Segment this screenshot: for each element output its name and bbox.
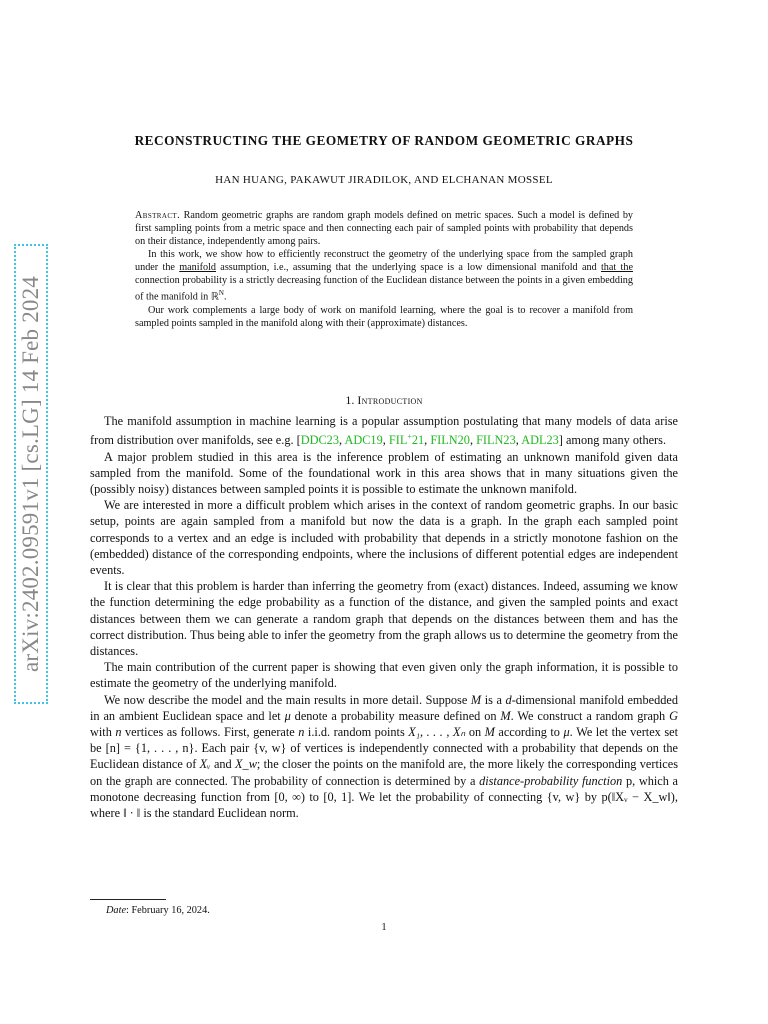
citation-link[interactable]: DDC23 (300, 433, 339, 448)
arxiv-id-text: arXiv:2402.09591v1 [cs.LG] 14 Feb 2024 (18, 276, 43, 672)
abstract-paragraph-3: Our work complements a large body of work on manifold learning, where the goal is to recover a manifold from sampled points sampled in the manifold along with their (approximate) distances. (135, 304, 633, 329)
abstract-paragraph-2: In this work, we show how to efficiently reconstruct the geometry of the underlying space from the sampled graph under the manifold assumption, i.e., assuming that the underlying space is a low dimensional manifold and that the connection probability is a strictly decreasing function of the Euclidean distance between the points in a given embedding of the manifold in ℝ$^N$. (135, 248, 633, 303)
arxiv-identifier-stamp[interactable] (14, 244, 48, 704)
page-number: 1 (381, 922, 387, 933)
section-heading-introduction: 1. Introduction (345, 393, 423, 407)
body-paragraph-2: A major problem studied in this area is the inference problem of estimating an unknown manifold given data sampled from the manifold. Some of the foundational work in this area shows that in many situations given the (possibly noisy) distances between sampled points it is possible to estimate the unknown manifold. (90, 449, 678, 496)
abstract (135, 210, 633, 331)
paper-authors: HAN HUANG, PAKAWUT JIRADILOK, AND ELCHANAN MOSSEL (215, 174, 553, 186)
body-paragraph-4: It is clear that this problem is harder than inferring the geometry from (exact) distances. Indeed, assuming we know the function determining the edge probability as a function of the distance, and given the sampled points and exact distances between them we can generate a random graph that depends on the distances between them and has the correct distribution. Thus being able to infer the geometry from the graph allows us to determine the geometry from the distances. (90, 579, 678, 658)
footnote-date: Date: February 16, 2024. (106, 905, 210, 916)
citation-link[interactable]: FILN20 (430, 433, 470, 448)
abstract-label: Abstract. (135, 210, 181, 221)
paper-title: RECONSTRUCTING THE GEOMETRY OF RANDOM GEOMETRIC GRAPHS (134, 133, 634, 148)
body-paragraph-1: The manifold assumption in machine learning is a popular assumption postulating that many models of data arise from distribution over manifolds, see e.g. [DDC23, ADC19, FIL+21, FILN20, FILN23, ADL23] among many others. (90, 414, 678, 448)
citation-link[interactable]: FILN23 (476, 433, 516, 448)
citation-link[interactable]: ADL23 (521, 433, 559, 448)
abstract-paragraph-1: Abstract. Random geometric graphs are random graph models defined on metric spaces. Such a model is defined by first sampling points from a metric space and then connecting each pair of sampled points with probability that depends on their distance, independently among pairs. (135, 210, 634, 247)
citation-link[interactable]: ADC19 (344, 433, 383, 448)
footnote-divider (90, 899, 166, 900)
body-text (90, 413, 678, 821)
body-paragraph-3: We are interested in more a difficult problem which arises in the context of random geometric graphs. In our basic setup, points are again sampled from a manifold but now the data is a graph. In the graph each sampled point corresponds to a vertex and an edge is included with probability that depends in a strictly monotone fashion on the (embedded) distance of the corresponding endpoints, where the inclusions of different potential edges are independent events. (90, 498, 678, 577)
body-paragraph-6: We now describe the model and the main results in more detail. Suppose M is a d-dimensional manifold embedded in an ambient Euclidean space and let μ denote a probability measure defined on M. We construct a random graph G with n vertices as follows. First, generate n i.i.d. random points X₁, . . . , Xₙ on M according to μ. We let the vertex set be [n] = {1, . . . , n}. Each pair {v, w} of vertices is independently connected with a probability that depends on the Euclidean distance of Xᵥ and X_w; the closer the points on the manifold are, the more likely the corresponding vertices on the graph are connected. The probability of connection is determined by a distance-probability function p, which a monotone decreasing function from [0, ∞) to [0, 1]. We let the probability of connecting {v, w} by p(‖Xᵥ − X_w‖), where ‖ · ‖ is the standard Euclidean norm. (90, 692, 678, 820)
body-paragraph-5: The main contribution of the current paper is showing that even given only the graph information, it is possible to estimate the geometry of the underlying manifold. (90, 660, 678, 691)
citation-link[interactable]: FIL+21 (388, 432, 425, 448)
